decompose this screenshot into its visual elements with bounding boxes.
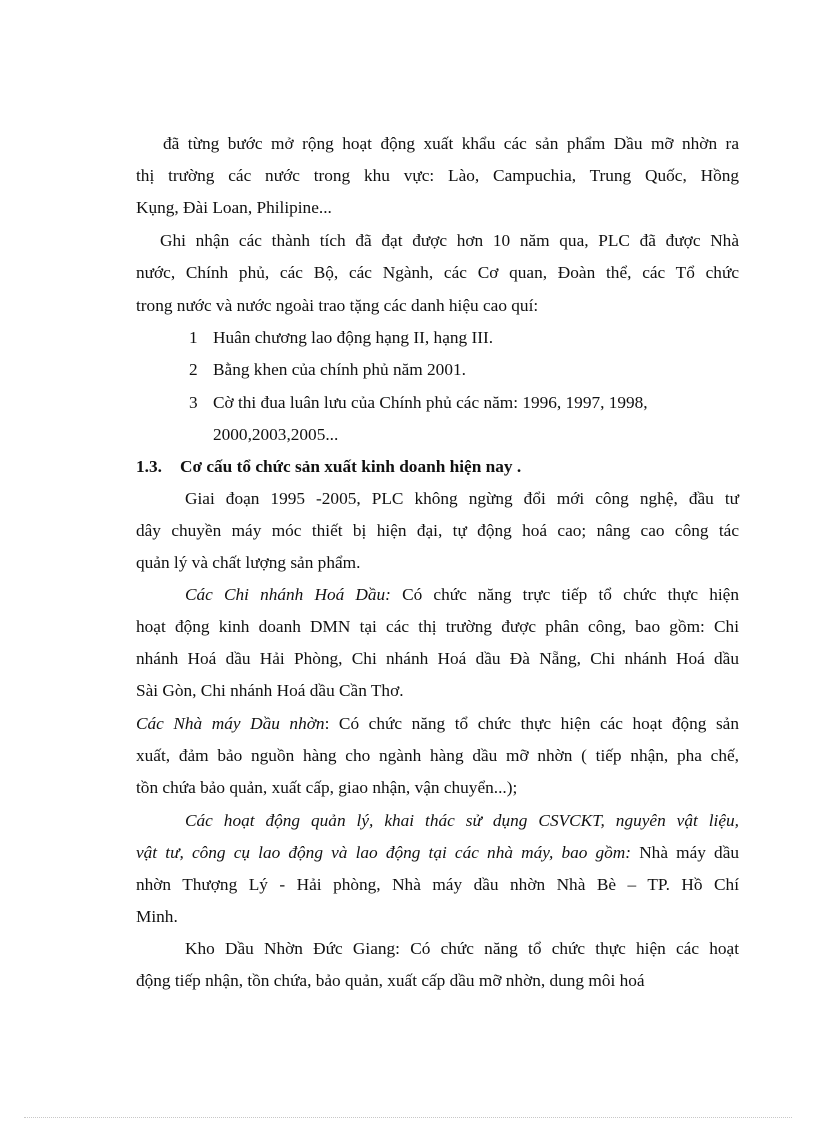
paragraph-awards-line-2: nước, Chính phủ, các Bộ, các Ngành, các Cơ quan, Đoàn thể, các Tổ chức: [136, 263, 739, 282]
management-italic: vật tư, công cụ lao động và lao động tại các nhà máy, bao gồm:: [136, 843, 632, 862]
award-number: 3: [189, 393, 198, 412]
page-bottom-rule: [24, 1117, 792, 1118]
paragraph-warehouse-line-2: động tiếp nhận, tồn chứa, bảo quản, xuất cấp dầu mỡ nhờn, dung môi hoá: [136, 971, 645, 990]
award-item-3: [189, 387, 739, 419]
paragraph-plants-line-2: xuất, đảm bảo nguồn hàng cho ngành hàng dầu mỡ nhờn ( tiếp nhận, pha chế,: [136, 746, 739, 765]
award-text: Bằng khen của chính phủ năm 2001.: [213, 360, 466, 379]
award-item-2: [189, 354, 739, 386]
award-item-3-continuation: 2000,2003,2005...: [213, 425, 339, 444]
paragraph-period-line-1: Giai đoạn 1995 -2005, PLC không ngừng đổi mới công nghệ, đầu tư: [185, 489, 739, 508]
paragraph-branches-line-4: Sài Gòn, Chi nhánh Hoá dầu Cần Thơ.: [136, 681, 404, 700]
paragraph-plants-line-3: tồn chứa bảo quản, xuất cấp, giao nhận, vận chuyển...);: [136, 778, 518, 797]
paragraph-management-line-2: [136, 837, 739, 869]
branches-text: Có chức năng trực tiếp tổ chức thực hiện: [390, 585, 739, 604]
plants-text: : Có chức năng tổ chức thực hiện các hoạt động sản: [324, 714, 739, 733]
award-number: 2: [189, 360, 198, 379]
award-text: Huân chương lao động hạng II, hạng III.: [213, 328, 494, 347]
paragraph-management-line-1: Các hoạt động quản lý, khai thác sử dụng CSVCKT, nguyên vật liệu,: [185, 811, 739, 830]
paragraph-period-line-2: dây chuyền máy móc thiết bị hiện đại, tự động hoá cao; nâng cao công tác: [136, 521, 739, 540]
paragraph-export-line-2: thị trường các nước trong khu vực: Lào, Campuchia, Trung Quốc, Hồng: [136, 166, 739, 185]
paragraph-awards-line-1: Ghi nhận các thành tích đã đạt được hơn 10 năm qua, PLC đã được Nhà: [160, 231, 739, 250]
paragraph-plants-line-1: [136, 708, 739, 740]
plants-lead: Các Nhà máy Dầu nhờn: [136, 714, 325, 733]
paragraph-export-line-1: đã từng bước mở rộng hoạt động xuất khẩu các sản phẩm Dầu mỡ nhờn ra: [163, 134, 739, 153]
paragraph-management-line-3: nhờn Thượng Lý - Hải phòng, Nhà máy dầu nhờn Nhà Bè – TP. Hồ Chí: [136, 875, 739, 894]
section-title: Cơ cấu tổ chức sản xuất kinh doanh hiện nay .: [180, 457, 522, 476]
section-heading: [136, 451, 739, 483]
paragraph-branches-line-2: hoạt động kinh doanh DMN tại các thị trường được phân công, bao gồm: Chi: [136, 617, 739, 636]
award-number: 1: [189, 328, 198, 347]
paragraph-management-line-4: Minh.: [136, 907, 178, 926]
award-item-1: [189, 322, 739, 354]
paragraph-period-line-3: quản lý và chất lượng sản phẩm.: [136, 553, 361, 572]
paragraph-branches-line-3: nhánh Hoá dầu Hải Phòng, Chi nhánh Hoá dầu Đà Nẵng, Chi nhánh Hoá dầu: [136, 649, 739, 668]
paragraph-export-line-3: Kụng, Đài Loan, Philipine...: [136, 198, 332, 217]
paragraph-awards-line-3: trong nước và nước ngoài trao tặng các danh hiệu cao quí:: [136, 296, 539, 315]
award-text: Cờ thi đua luân lưu của Chính phủ các năm: 1996, 1997, 1998,: [213, 393, 648, 412]
branches-lead: Các Chi nhánh Hoá Dầu:: [185, 585, 391, 604]
section-number: 1.3.: [136, 457, 162, 476]
management-tail: Nhà máy dầu: [631, 843, 739, 862]
paragraph-branches-line-1: [185, 579, 739, 611]
paragraph-warehouse-line-1: Kho Dầu Nhờn Đức Giang: Có chức năng tổ chức thực hiện các hoạt: [185, 939, 739, 958]
